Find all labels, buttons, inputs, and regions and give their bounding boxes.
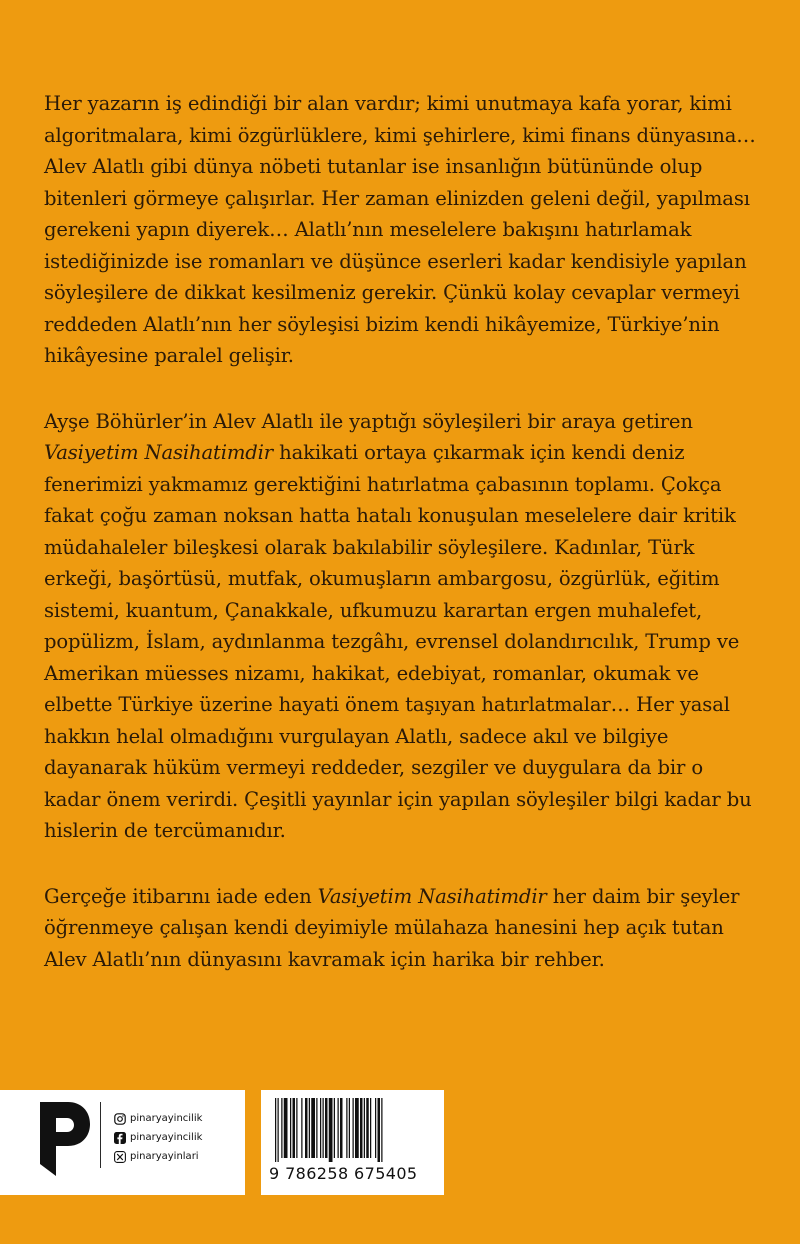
social-facebook-handle: pinaryayincilik	[130, 1132, 203, 1143]
barcode-bar	[346, 1098, 347, 1158]
isbn-barcode	[261, 1090, 444, 1195]
publisher-panel	[0, 1090, 245, 1195]
social-facebook[interactable]	[114, 1128, 202, 1147]
barcode-bar	[275, 1098, 276, 1162]
barcode-bars	[275, 1098, 431, 1162]
barcode-bar	[353, 1098, 354, 1158]
paragraph-closing-rest: her daim bir şeyler öğrenmeye çalışan kendi deyimiyle mülahaza hanesini hep açık tutan Alev Alatlı’nın dünyasını kavramak için harika bir rehber.	[44, 884, 740, 971]
barcode-bar	[370, 1098, 371, 1158]
barcode-bar	[281, 1098, 282, 1158]
barcode-bar	[278, 1098, 279, 1162]
book-title-italic: Vasiyetim Nasihatimdir	[44, 441, 274, 464]
barcode-bar	[364, 1098, 365, 1158]
paragraph-summary	[44, 406, 760, 847]
paragraph-summary-rest: hakikati ortaya çıkarmak için kendi deniz fenerimizi yakmamız gerektiğini hatırlatma çabasının toplamı. Çokça fakat çoğu zaman noksan hatta hatalı konuşulan meselelere dair kritik müdahaleler bileşkesi olarak bakılabilir söyleşilere. Kadınlar, Türk erkeği, başörtüsü, mutfak, okumuşların ambargosu, özgürlük, eğitim sistemi, kuantum, Çanakkale, ufkumuzu karartan ergen muhalefet, popülizm, İslam, aydınlanma tezgâhı, evrensel dolandırıcılık, Trump ve Amerikan müesses nizamı, hakikat, edebiyat, romanlar, okumak ve elbette Türkiye üzerine hayati önem taşıyan hatırlatmalar… Her yasal hakkın helal olmadığını vurgulayan Alatlı, sadece akıl ve bilgiye dayanarak hüküm vermeyi reddeder, sezgiler ve duygulara da bir o kadar önem verirdi. Çeşitli yayınlar için yapılan söyleşiler bilgi kadar bu hislerin de tercümanıdır.	[44, 441, 752, 842]
barcode-bar	[378, 1098, 381, 1162]
barcode-bar	[334, 1098, 335, 1158]
social-x-handle: pinaryayinlari	[130, 1151, 199, 1162]
barcode-bar	[305, 1098, 308, 1158]
barcode-bar	[320, 1098, 321, 1158]
paragraph-intro: Her yazarın iş edindiği bir alan vardır; kimi unutmaya kafa yorar, kimi algoritmalara, kimi özgürlüklere, kimi şehirlere, kimi finans dünyasına… Alev Alatlı gibi dünya nöbeti tutanlar ise insanlığın bütününde olup bitenleri görmeye çalışırlar. Her zaman elinizden geleni değil, yapılması gerekeni yapın diyerek… Alatlı’nın meselelere bakışını hatırlamak istediğinizde ise romanları ve düşünce eserleri kadar kendisiyle yapılan söyleşilere de dikkat kesilmeniz gerekir. Çünkü kolay cevaplar vermeyi reddeden Alatlı’nın her söyleşisi bizim kendi hikâyemize, Türkiye’nin hikâyesine paralel gelişir.	[44, 92, 756, 367]
x-icon	[114, 1151, 126, 1163]
barcode-bar	[338, 1098, 339, 1158]
barcode-bar	[301, 1098, 302, 1158]
barcode-bar	[375, 1098, 376, 1158]
barcode-bar	[340, 1098, 343, 1158]
instagram-icon	[114, 1113, 126, 1125]
barcode-bar	[366, 1098, 369, 1158]
social-instagram-handle: pinaryayincilik	[130, 1113, 203, 1124]
paragraph-summary-start: Ayşe Böhürler’in Alev Alatlı ile yaptığı söyleşileri bir araya getiren	[44, 409, 693, 433]
barcode-bar	[309, 1098, 310, 1158]
social-x[interactable]	[114, 1147, 202, 1166]
barcode-bar	[311, 1098, 315, 1158]
paragraph-closing	[44, 881, 760, 976]
barcode-bar	[329, 1098, 333, 1162]
paragraph-closing-start: Gerçeğe itibarını iade eden	[44, 884, 312, 908]
barcode-bar	[296, 1098, 297, 1158]
barcode-bar	[290, 1098, 291, 1158]
book-title-italic: Vasiyetim Nasihatimdir	[317, 884, 547, 908]
barcode-bar	[325, 1098, 328, 1158]
barcode-bar	[293, 1098, 296, 1158]
barcode-bar	[381, 1098, 382, 1162]
isbn-digits: 9 786258 675405	[269, 1164, 418, 1183]
barcode-bar	[360, 1098, 363, 1158]
panel-divider	[100, 1102, 101, 1168]
social-links	[114, 1109, 202, 1166]
social-instagram[interactable]	[114, 1109, 202, 1128]
barcode-bar	[355, 1098, 359, 1158]
facebook-icon	[114, 1132, 126, 1144]
barcode-bar	[349, 1098, 350, 1158]
barcode-bar	[316, 1098, 317, 1158]
pinar-p-logo-icon	[40, 1102, 90, 1176]
back-cover-text	[44, 88, 760, 975]
barcode-bar	[323, 1098, 324, 1158]
barcode-bar	[284, 1098, 288, 1158]
